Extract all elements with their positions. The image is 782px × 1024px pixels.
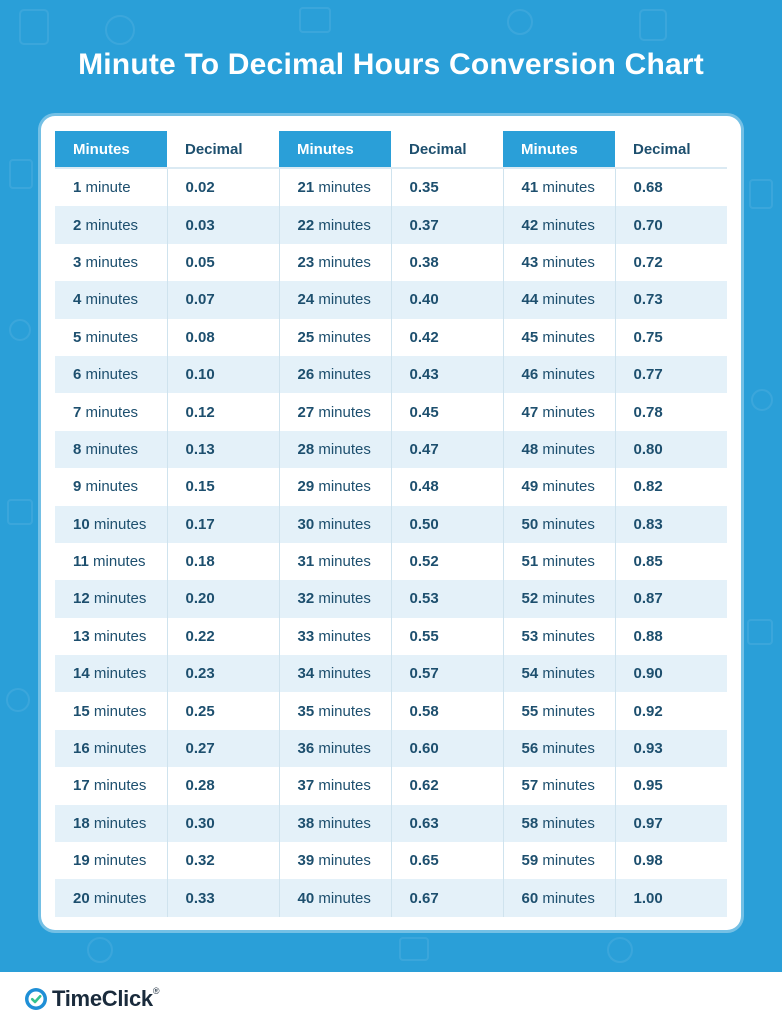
decimal-cell: 0.97 xyxy=(615,805,727,842)
minutes-unit: minutes xyxy=(318,179,371,197)
minutes-number: 57 xyxy=(521,777,539,795)
table-row xyxy=(55,692,727,729)
minutes-unit: minute xyxy=(85,179,131,197)
minutes-unit: minutes xyxy=(542,179,595,197)
minutes-number: 33 xyxy=(297,627,315,645)
table-body xyxy=(55,168,727,917)
minutes-number: 42 xyxy=(521,216,539,234)
decimal-cell: 0.50 xyxy=(391,506,503,543)
minutes-number: 15 xyxy=(73,702,90,720)
minutes-number: 38 xyxy=(297,814,315,832)
minutes-cell xyxy=(503,692,615,729)
table-row xyxy=(55,730,727,767)
minutes-unit: minutes xyxy=(93,702,147,720)
minutes-unit: minutes xyxy=(93,814,147,832)
minutes-cell xyxy=(55,767,167,804)
minutes-unit: minutes xyxy=(318,740,371,758)
minutes-unit: minutes xyxy=(318,590,371,608)
table-row xyxy=(55,319,727,356)
decimal-cell: 0.05 xyxy=(167,244,279,281)
table-row xyxy=(55,393,727,430)
minutes-unit: minutes xyxy=(318,852,371,870)
minutes-cell xyxy=(55,805,167,842)
minutes-number: 24 xyxy=(297,291,315,309)
minutes-number: 20 xyxy=(73,889,90,907)
decimal-cell: 0.42 xyxy=(391,319,503,356)
minutes-number: 26 xyxy=(297,366,315,384)
decimal-cell: 0.82 xyxy=(633,478,663,496)
decimal-cell: 0.15 xyxy=(167,468,279,505)
header-minutes-3: Minutes xyxy=(503,131,615,168)
minutes-number: 58 xyxy=(521,814,539,832)
minutes-number: 6 xyxy=(73,366,82,384)
minutes-cell xyxy=(279,319,391,356)
minutes-number: 55 xyxy=(521,702,539,720)
minutes-cell xyxy=(55,356,167,393)
minutes-number: 54 xyxy=(521,665,539,683)
minutes-unit: minutes xyxy=(318,403,371,421)
minutes-unit: minutes xyxy=(318,253,371,271)
minutes-cell xyxy=(503,543,615,580)
minutes-number: 2 xyxy=(73,216,82,234)
minutes-cell xyxy=(55,431,167,468)
minutes-cell xyxy=(55,618,167,655)
minutes-number: 47 xyxy=(521,403,539,421)
minutes-cell xyxy=(279,281,391,318)
decimal-cell: 0.30 xyxy=(167,805,279,842)
footer xyxy=(0,972,782,1024)
minutes-unit: minutes xyxy=(93,665,147,683)
decimal-cell: 0.08 xyxy=(167,319,279,356)
minutes-unit: minutes xyxy=(93,590,147,608)
decimal-cell: 0.88 xyxy=(633,627,663,645)
minutes-unit: minutes xyxy=(85,328,139,346)
minutes-cell xyxy=(55,206,167,243)
decimal-cell: 0.73 xyxy=(615,281,727,318)
minutes-unit: minutes xyxy=(542,366,595,384)
minutes-unit: minutes xyxy=(542,553,595,571)
decimal-cell: 0.57 xyxy=(391,655,503,692)
header-decimal-1: Decimal xyxy=(167,131,279,168)
minutes-unit: minutes xyxy=(542,740,595,758)
decimal-cell: 0.48 xyxy=(391,468,503,505)
minutes-unit: minutes xyxy=(318,777,371,795)
table-row xyxy=(55,543,727,580)
minutes-unit: minutes xyxy=(93,515,147,533)
minutes-number: 50 xyxy=(521,515,539,533)
minutes-unit: minutes xyxy=(318,665,371,683)
decimal-cell: 0.58 xyxy=(391,692,503,729)
minutes-number: 34 xyxy=(297,665,315,683)
decimal-cell: 0.35 xyxy=(391,168,503,206)
minutes-unit: minutes xyxy=(93,627,147,645)
decimal-cell: 0.77 xyxy=(615,356,727,393)
minutes-cell xyxy=(55,281,167,318)
minutes-number: 12 xyxy=(73,590,90,608)
minutes-unit: minutes xyxy=(85,403,139,421)
decimal-cell: 0.67 xyxy=(391,879,503,916)
minutes-number: 1 xyxy=(73,179,82,197)
minutes-number: 52 xyxy=(521,590,539,608)
decimal-cell: 0.43 xyxy=(391,356,503,393)
minutes-number: 4 xyxy=(73,291,82,309)
decimal-cell: 0.03 xyxy=(167,206,279,243)
table-row xyxy=(55,655,727,692)
minutes-cell xyxy=(55,244,167,281)
decimal-cell: 0.65 xyxy=(391,842,503,879)
decimal-cell: 0.12 xyxy=(167,393,279,430)
minutes-cell xyxy=(503,356,615,393)
minutes-number: 13 xyxy=(73,627,90,645)
minutes-number: 23 xyxy=(297,253,315,271)
minutes-cell xyxy=(503,842,615,879)
table-row xyxy=(55,168,727,206)
minutes-number: 35 xyxy=(297,702,315,720)
table-row xyxy=(55,206,727,243)
minutes-number: 32 xyxy=(297,590,315,608)
minutes-number: 11 xyxy=(73,553,89,571)
decimal-cell: 0.90 xyxy=(615,655,727,692)
minutes-cell xyxy=(279,468,391,505)
decimal-cell: 0.95 xyxy=(633,777,663,795)
minutes-cell xyxy=(55,842,167,879)
minutes-number: 10 xyxy=(73,515,90,533)
minutes-unit: minutes xyxy=(542,852,595,870)
minutes-unit: minutes xyxy=(93,553,146,571)
minutes-number: 53 xyxy=(521,627,539,645)
minutes-unit: minutes xyxy=(542,328,595,346)
minutes-number: 28 xyxy=(297,440,315,458)
conversion-card xyxy=(41,116,741,930)
minutes-number: 3 xyxy=(73,253,82,271)
minutes-unit: minutes xyxy=(318,291,371,309)
minutes-unit: minutes xyxy=(542,590,595,608)
minutes-unit: minutes xyxy=(93,777,147,795)
minutes-cell xyxy=(55,168,167,206)
decimal-cell: 0.17 xyxy=(167,506,279,543)
minutes-unit: minutes xyxy=(542,777,595,795)
table-row xyxy=(55,767,727,804)
minutes-cell xyxy=(503,805,615,842)
minutes-number: 14 xyxy=(73,665,90,683)
minutes-cell xyxy=(279,879,391,916)
minutes-cell xyxy=(279,842,391,879)
decimal-cell: 0.75 xyxy=(633,328,663,346)
minutes-cell xyxy=(55,393,167,430)
minutes-unit: minutes xyxy=(93,852,147,870)
decimal-cell: 0.18 xyxy=(167,543,279,580)
decimal-cell: 0.80 xyxy=(615,431,727,468)
minutes-cell xyxy=(279,805,391,842)
decimal-cell: 0.13 xyxy=(167,431,279,468)
minutes-unit: minutes xyxy=(318,702,371,720)
minutes-cell xyxy=(279,206,391,243)
decimal-cell: 0.70 xyxy=(615,206,727,243)
minutes-number: 36 xyxy=(297,740,315,758)
minutes-unit: minutes xyxy=(85,440,139,458)
table-header-row xyxy=(55,131,727,168)
decimal-cell: 0.07 xyxy=(167,281,279,318)
minutes-number: 45 xyxy=(521,328,539,346)
minutes-cell xyxy=(279,580,391,617)
minutes-cell xyxy=(503,168,615,206)
minutes-cell xyxy=(503,206,615,243)
minutes-cell xyxy=(503,618,615,655)
minutes-number: 19 xyxy=(73,852,90,870)
minutes-cell xyxy=(503,506,615,543)
table-row xyxy=(55,356,727,393)
minutes-unit: minutes xyxy=(542,665,595,683)
minutes-unit: minutes xyxy=(542,702,595,720)
minutes-cell xyxy=(279,356,391,393)
minutes-number: 51 xyxy=(521,553,539,571)
table-row xyxy=(55,506,727,543)
minutes-cell xyxy=(279,730,391,767)
minutes-number: 27 xyxy=(297,403,315,421)
decimal-cell: 0.27 xyxy=(167,730,279,767)
decimal-cell: 0.93 xyxy=(615,730,727,767)
decimal-cell: 0.63 xyxy=(391,805,503,842)
minutes-unit: minutes xyxy=(93,740,147,758)
minutes-cell xyxy=(55,730,167,767)
minutes-number: 25 xyxy=(297,328,315,346)
minutes-unit: minutes xyxy=(318,627,371,645)
decimal-cell: 0.78 xyxy=(633,403,663,421)
minutes-cell xyxy=(503,580,615,617)
minutes-number: 8 xyxy=(73,440,82,458)
decimal-cell: 0.37 xyxy=(391,206,503,243)
table-row xyxy=(55,842,727,879)
minutes-cell xyxy=(503,767,615,804)
minutes-cell xyxy=(55,506,167,543)
decimal-cell: 0.22 xyxy=(167,618,279,655)
minutes-number: 56 xyxy=(521,740,539,758)
minutes-cell xyxy=(503,431,615,468)
minutes-number: 40 xyxy=(297,889,315,907)
brand-name: TimeClick xyxy=(52,986,153,1011)
minutes-unit: minutes xyxy=(85,291,139,309)
minutes-number: 29 xyxy=(297,478,315,496)
minutes-unit: minutes xyxy=(542,440,595,458)
registered-mark: ® xyxy=(152,986,160,996)
decimal-cell: 0.25 xyxy=(167,692,279,729)
minutes-number: 22 xyxy=(297,216,315,234)
minutes-unit: minutes xyxy=(542,515,595,533)
minutes-unit: minutes xyxy=(318,889,371,907)
minutes-unit: minutes xyxy=(85,478,139,496)
decimal-cell: 0.23 xyxy=(167,655,279,692)
minutes-unit: minutes xyxy=(318,515,371,533)
minutes-number: 48 xyxy=(521,440,539,458)
decimal-cell: 0.92 xyxy=(633,702,663,720)
minutes-cell xyxy=(503,244,615,281)
minutes-cell xyxy=(55,468,167,505)
minutes-unit: minutes xyxy=(542,253,595,271)
timeclick-logo xyxy=(24,985,159,1013)
clock-check-icon xyxy=(24,987,48,1011)
minutes-number: 39 xyxy=(297,852,315,870)
minutes-cell xyxy=(279,393,391,430)
minutes-cell xyxy=(503,468,615,505)
minutes-cell xyxy=(503,879,615,916)
minutes-number: 16 xyxy=(73,740,90,758)
minutes-number: 5 xyxy=(73,328,82,346)
minutes-unit: minutes xyxy=(318,814,371,832)
minutes-unit: minutes xyxy=(542,627,595,645)
minutes-number: 21 xyxy=(297,179,315,197)
header-minutes-2: Minutes xyxy=(279,131,391,168)
minutes-number: 43 xyxy=(521,253,539,271)
minutes-number: 7 xyxy=(73,403,82,421)
decimal-cell: 0.83 xyxy=(615,506,727,543)
minutes-cell xyxy=(279,431,391,468)
minutes-unit: minutes xyxy=(542,403,595,421)
minutes-unit: minutes xyxy=(542,889,595,907)
decimal-cell: 1.00 xyxy=(615,879,727,916)
decimal-cell: 0.40 xyxy=(391,281,503,318)
minutes-unit: minutes xyxy=(85,253,139,271)
minutes-cell xyxy=(279,618,391,655)
decimal-cell: 0.52 xyxy=(391,543,503,580)
header-decimal-3: Decimal xyxy=(615,131,727,168)
minutes-unit: minutes xyxy=(542,216,595,234)
minutes-number: 41 xyxy=(521,179,539,197)
decimal-cell: 0.53 xyxy=(391,580,503,617)
minutes-cell xyxy=(279,767,391,804)
header-decimal-2: Decimal xyxy=(391,131,503,168)
decimal-cell: 0.60 xyxy=(391,730,503,767)
chart-title: Minute To Decimal Hours Conversion Chart xyxy=(78,48,704,81)
minutes-cell xyxy=(55,319,167,356)
decimal-cell: 0.98 xyxy=(633,852,663,870)
minutes-cell xyxy=(503,655,615,692)
minutes-number: 44 xyxy=(521,291,539,309)
table-row xyxy=(55,244,727,281)
minutes-unit: minutes xyxy=(542,291,595,309)
minutes-number: 31 xyxy=(297,553,315,571)
minutes-cell xyxy=(279,655,391,692)
decimal-cell: 0.32 xyxy=(167,842,279,879)
decimal-cell: 0.45 xyxy=(391,393,503,430)
minutes-cell xyxy=(55,879,167,916)
minutes-number: 30 xyxy=(297,515,315,533)
decimal-cell: 0.02 xyxy=(167,168,279,206)
minutes-unit: minutes xyxy=(85,216,139,234)
minutes-unit: minutes xyxy=(93,889,147,907)
minutes-cell xyxy=(279,244,391,281)
table-row xyxy=(55,281,727,318)
minutes-cell xyxy=(55,692,167,729)
header-minutes-1: Minutes xyxy=(55,131,167,168)
minutes-cell xyxy=(55,655,167,692)
minutes-unit: minutes xyxy=(318,440,371,458)
table-row xyxy=(55,618,727,655)
minutes-unit: minutes xyxy=(318,478,371,496)
minutes-cell xyxy=(279,168,391,206)
decimal-cell: 0.38 xyxy=(391,244,503,281)
decimal-cell: 0.62 xyxy=(391,767,503,804)
minutes-unit: minutes xyxy=(542,478,595,496)
decimal-cell: 0.20 xyxy=(167,580,279,617)
minutes-number: 60 xyxy=(521,889,539,907)
table-row xyxy=(55,431,727,468)
decimal-cell: 0.87 xyxy=(615,580,727,617)
minutes-unit: minutes xyxy=(318,553,371,571)
minutes-cell xyxy=(279,543,391,580)
minutes-cell xyxy=(503,281,615,318)
minutes-number: 59 xyxy=(521,852,539,870)
minutes-number: 17 xyxy=(73,777,90,795)
decimal-cell: 0.33 xyxy=(167,879,279,916)
table-row xyxy=(55,879,727,916)
minutes-unit: minutes xyxy=(542,814,595,832)
decimal-cell: 0.28 xyxy=(167,767,279,804)
minutes-number: 46 xyxy=(521,366,539,384)
table-row xyxy=(55,468,727,505)
minutes-number: 9 xyxy=(73,478,82,496)
minutes-unit: minutes xyxy=(85,366,139,384)
minutes-unit: minutes xyxy=(318,328,371,346)
minutes-unit: minutes xyxy=(318,216,371,234)
decimal-cell: 0.85 xyxy=(633,553,663,571)
minutes-unit: minutes xyxy=(318,366,371,384)
decimal-cell: 0.47 xyxy=(391,431,503,468)
minutes-cell xyxy=(503,393,615,430)
minutes-number: 37 xyxy=(297,777,315,795)
decimal-cell: 0.68 xyxy=(633,179,663,197)
decimal-cell: 0.55 xyxy=(391,618,503,655)
minutes-cell xyxy=(503,319,615,356)
minutes-cell xyxy=(503,730,615,767)
decimal-cell: 0.72 xyxy=(633,253,663,271)
minutes-cell xyxy=(279,692,391,729)
minutes-cell xyxy=(279,506,391,543)
table-row xyxy=(55,805,727,842)
minutes-number: 49 xyxy=(521,478,539,496)
minutes-cell xyxy=(55,580,167,617)
conversion-table xyxy=(55,131,727,917)
table-row xyxy=(55,580,727,617)
decimal-cell: 0.10 xyxy=(167,356,279,393)
minutes-number: 18 xyxy=(73,814,90,832)
minutes-cell xyxy=(55,543,167,580)
